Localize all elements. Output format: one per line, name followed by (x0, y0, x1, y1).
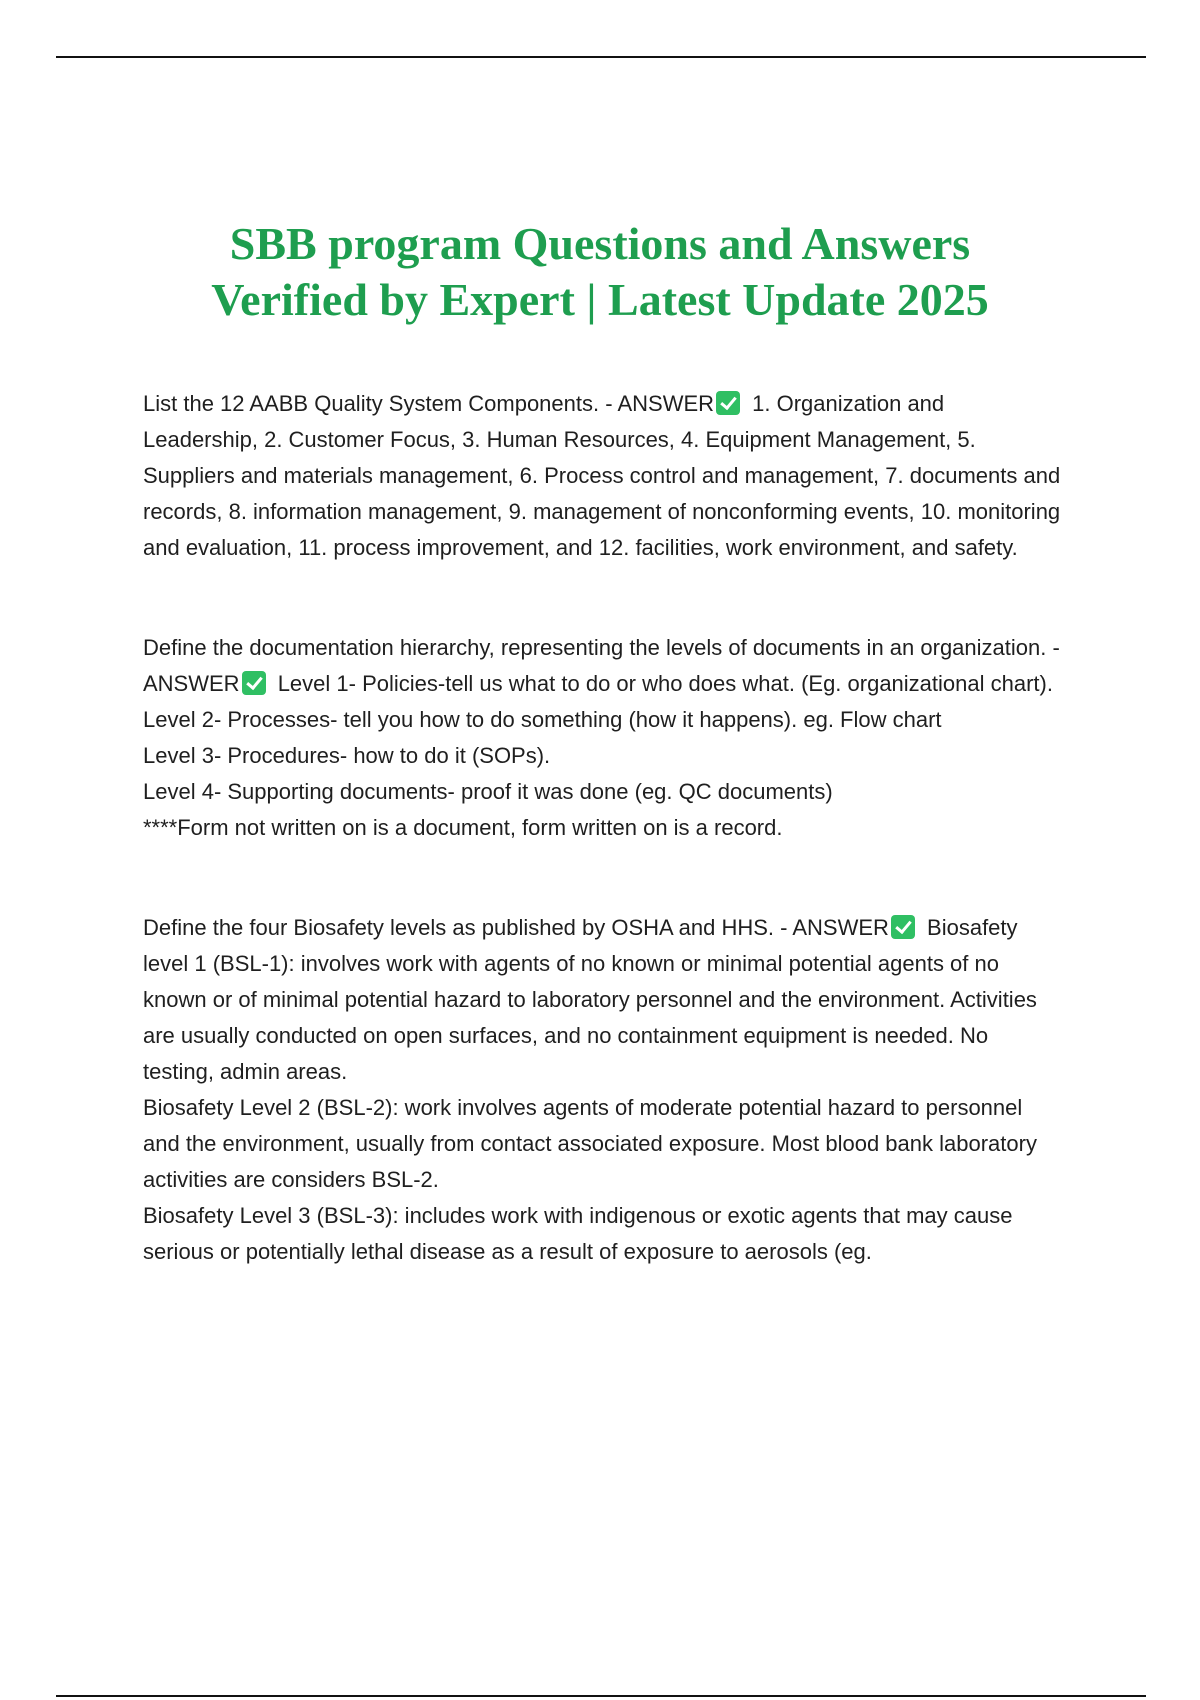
check-mark-icon (242, 671, 266, 695)
document-title (0, 216, 1200, 328)
question-text: Define the four Biosafety levels as published by OSHA and HHS. - (143, 915, 793, 940)
answer-text: 1. Organization and Leadership, 2. Customer Focus, 3. Human Resources, 4. Equipment Management, 5. Suppliers and materials management, 6. Process control and management, 7. documents and records, 8. information management, 9. management of nonconforming events, 10. monitoring and evaluation, 11. process improvement, and 12. facilities, work environment, and safety. (143, 391, 1061, 560)
check-mark-icon (891, 915, 915, 939)
answer-paragraph-level-2: Level 2- Processes- tell you how to do something (how it happens). eg. Flow chart (143, 707, 942, 732)
qa-item-biosafety-levels (143, 910, 1063, 1270)
qa-paragraph (143, 630, 1063, 702)
document-body (143, 386, 1063, 1270)
answer-text: Level 1- Policies-tell us what to do or who does what. (Eg. organizational chart). (277, 671, 1053, 696)
bottom-rule (56, 1695, 1146, 1697)
question-text: List the 12 AABB Quality System Components. - (143, 391, 618, 416)
answer-paragraph-bsl-2: Biosafety Level 2 (BSL-2): work involves agents of moderate potential hazard to personnel and the environment, usually from contact associated exposure. Most blood bank laboratory activities are considers BSL-2. (143, 1095, 1037, 1192)
qa-paragraph (143, 386, 1063, 566)
top-rule (56, 56, 1146, 58)
title-line-2: Verified by Expert | Latest Update 2025 (211, 274, 989, 325)
answer-paragraph-level-4: Level 4- Supporting documents- proof it was done (eg. QC documents) (143, 779, 833, 804)
qa-item-quality-components (143, 386, 1063, 566)
answer-label: ANSWER (617, 391, 715, 416)
qa-paragraph (143, 910, 1063, 1090)
answer-paragraph-bsl-3: Biosafety Level 3 (BSL-3): includes work with indigenous or exotic agents that may cause serious or potentially lethal disease as a result of exposure to aerosols (eg. (143, 1203, 1013, 1264)
answer-label: ANSWER (143, 671, 240, 696)
answer-label: ANSWER (792, 915, 889, 940)
check-mark-icon (716, 391, 740, 415)
question-text: Define the documentation hierarchy, representing the levels of documents in an organization. - (143, 635, 1060, 660)
answer-text: Biosafety level 1 (BSL-1): involves work with agents of no known or minimal potential agents of no known or of minimal potential hazard to laboratory personnel and the environment. Activities are usually conducted on open surfaces, and no containment equipment is needed. No testing, admin areas. (143, 915, 1037, 1084)
answer-paragraph-level-3: Level 3- Procedures- how to do it (SOPs). (143, 743, 551, 768)
qa-item-documentation-hierarchy (143, 630, 1063, 846)
answer-paragraph-note: ****Form not written on is a document, form written on is a record. (143, 815, 783, 840)
title-line-1: SBB program Questions and Answers (229, 218, 971, 269)
